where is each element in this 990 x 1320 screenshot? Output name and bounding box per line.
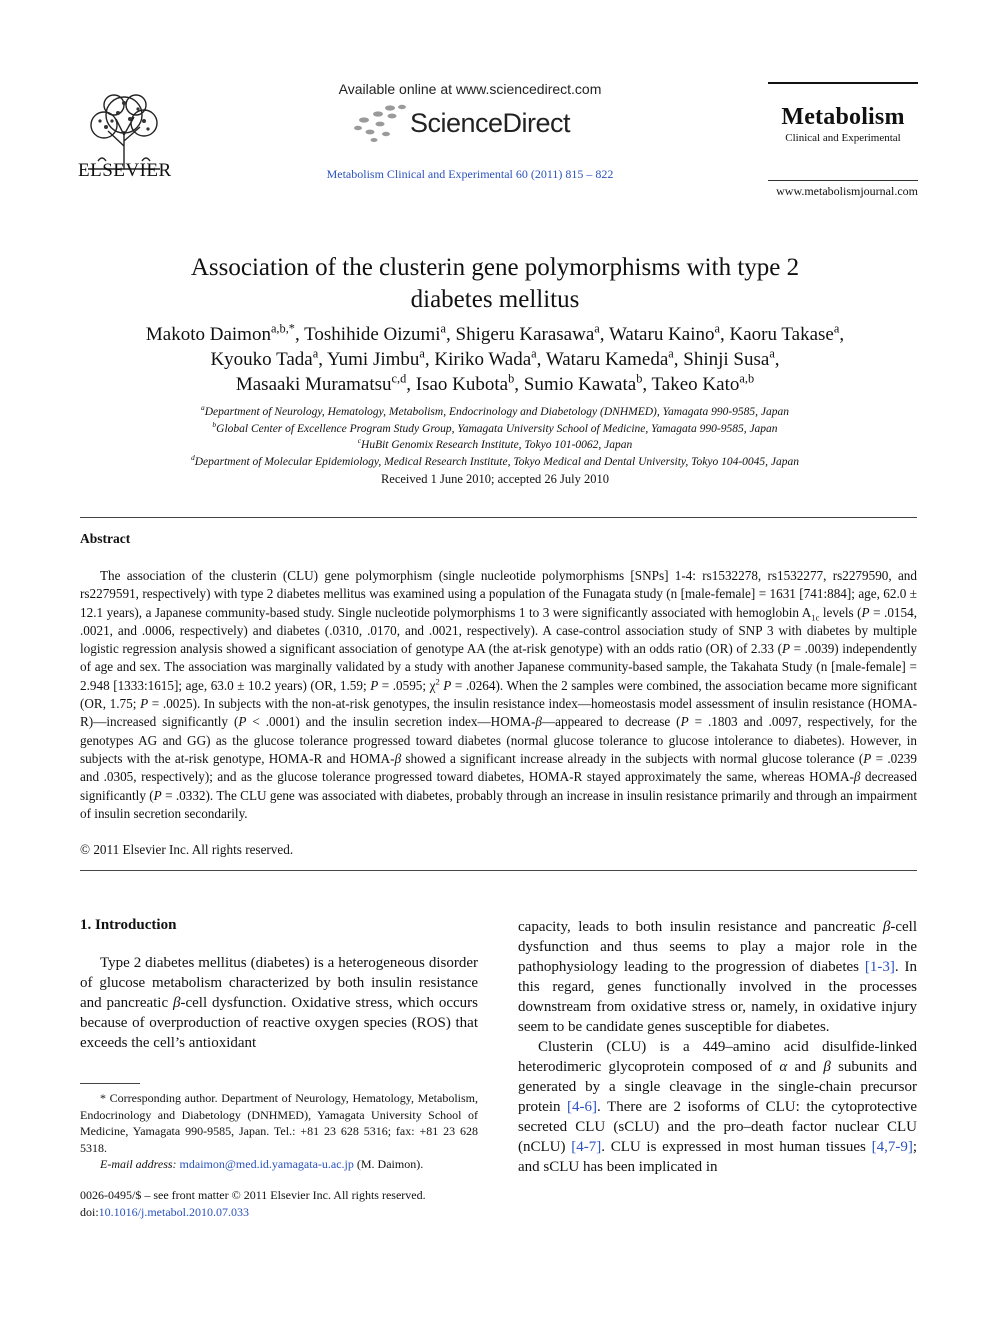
author-name: Isao Kubota [415, 374, 509, 395]
author-name: Kyouko Tada [210, 349, 313, 370]
introduction-paragraph-1-continued: capacity, leads to both insulin resistance and pancreatic β-cell dysfunction and thus seems to play a major role in the pathophysiology leading to the progression of diabetes [1-3]. In this regard, genes functionally involved in the processes downstream from oxidative stress or, namely, in oxidative injury seem to be candidate genes susceptible for diabetes. [518, 919, 917, 1035]
author-affiliation-marker: a [714, 321, 720, 336]
author-affiliation-marker: a,b [739, 371, 755, 386]
author-name: Makoto Daimon [145, 324, 271, 345]
email-link[interactable]: mdaimon@med.id.yamagata-u.ac.jp [179, 1157, 354, 1171]
author-affiliation-marker: a [440, 321, 447, 336]
reference-link-4-7[interactable]: [4-7] [571, 1139, 602, 1155]
received-dates: Received 1 June 2010; accepted 26 July 2010 [380, 472, 610, 486]
author-name: Wataru Kameda [545, 349, 669, 370]
journal-url[interactable]: www.metabolismjournal.com [776, 184, 918, 198]
author-name: Yumi Jimbu [327, 349, 420, 370]
author-list: Makoto Daimon$^{a,b,*}$, Toshihide Oizumi$^a$, Shigeru Karasawa$^a$, Wataru Kaino$^a$, Kaoru Takase$^a$, Kyouko Tada$^a$, Yumi Jimbu$^a$, Kiriko Wada$^a$, Wataru Kameda$^a$, Shinji Susa$^a$, Masaaki Muramatsu$^{c,d}$, Isao Kubota$^b$, Sumio Kawata$^b$, Takeo Kato$^{a,b}$ [145, 321, 845, 395]
issn-line: 0026-0495/$ – see front matter © 2011 Elsevier Inc. All rights reserved. [80, 1188, 426, 1202]
journal-brand-rule-top [768, 82, 918, 84]
journal-name: Metabolism [781, 104, 905, 130]
journal-subtitle: Clinical and Experimental [785, 132, 901, 144]
author-affiliation-marker: c,d [391, 371, 407, 386]
author-name: Kaoru Takase [729, 324, 834, 345]
available-online-text[interactable]: Available online at www.sciencedirect.com [338, 81, 602, 97]
affiliation-line: $^d$Department of Molecular Epidemiology, Medical Research Institute, Tokyo Medical and Dental University, Tokyo 104-0045, Japan [190, 452, 799, 468]
author-name: Sumio Kawata [523, 374, 637, 395]
doi-link[interactable]: 10.1016/j.metabol.2010.07.033 [98, 1204, 249, 1219]
reference-link-1-3[interactable]: [1-3] [864, 959, 895, 975]
introduction-heading: 1. Introduction [80, 917, 177, 933]
reference-link-4-6[interactable]: [4-6] [567, 1099, 598, 1115]
author-name: Toshihide Oizumi [304, 324, 441, 345]
author-affiliation-marker: a [594, 321, 600, 336]
platform-name: ScienceDirect [410, 108, 571, 138]
author-affiliation-marker: a [833, 321, 840, 336]
author-name: Takeo Kato [651, 374, 740, 395]
affiliation-list [60, 404, 930, 470]
sciencedirect-dots-icon [350, 104, 408, 144]
author-name: Shigeru Karasawa [455, 324, 595, 345]
abstract-copyright: © 2011 Elsevier Inc. All rights reserved. [80, 842, 294, 857]
publisher-name: ELSEVIER [78, 160, 172, 181]
author-affiliation-marker: a,b,* [270, 321, 295, 336]
journal-citation[interactable]: Metabolism Clinical and Experimental 60 (2011) 815 – 822 [326, 167, 614, 181]
author-affiliation-marker: a [312, 346, 319, 361]
reference-link-4-7-9[interactable]: [4,7-9] [871, 1139, 913, 1155]
abstract-bottom-rule [80, 870, 917, 871]
article-title-line-1: Association of the clusterin gene polymorphisms with type 2 [190, 254, 800, 281]
author-affiliation-marker: a [531, 346, 537, 361]
author-name: Kiriko Wada [434, 349, 532, 370]
author-affiliation-marker: b [508, 371, 515, 386]
article-title [100, 252, 890, 316]
abstract-heading: Abstract [80, 531, 131, 546]
author-affiliation-marker: b [636, 371, 643, 386]
right-column [518, 917, 917, 1177]
journal-brand-rule-bottom [768, 180, 918, 181]
introduction-paragraph-1: Type 2 diabetes mellitus (diabetes) is a heterogeneous disorder of glucose metabolism characterized by both insulin resistance and pancreatic β-cell dysfunction. Oxidative stress, which occurs because of overproduction of reactive oxygen species (ROS) that exceeds the cell’s antioxidant [80, 955, 478, 1051]
author-affiliation-marker: a [668, 346, 674, 361]
abstract-top-rule [80, 517, 917, 518]
introduction-paragraph-2: Clusterin (CLU) is a 449–amino acid disulfide-linked heterodimeric glycoprotein composed of α and β subunits and generated by a single cleavage in the single-chain precursor protein [4-6]. There are 2 isoforms of CLU: the cytoprotective secreted CLU (sCLU) and the pro–death factor nuclear CLU (nCLU) [4-7]. CLU is expressed in most human tissues [4,7-9]; and sCLU has been implicated in [518, 1039, 917, 1175]
affiliation-line: $^b$Global Center of Excellence Program Study Group, Yamagata University School of Medicine, Yamagata 990-9585, Japan [212, 419, 778, 435]
front-matter: 0026-0495/$ – see front matter © 2011 Elsevier Inc. All rights reserved. doi:10.1016/j.metabol.2010.07.033 [80, 1187, 478, 1220]
author-affiliation-marker: a [769, 346, 775, 361]
abstract-text: The association of the clusterin (CLU) gene polymorphism (single nucleotide polymorphisms [SNPs] 1-4: rs1532278, rs1532277, rs2279590, and rs2279591, respectively) with type 2 diabetes mellitus was examined using a population of the Funagata study (n [male-female] = 1631 [741:884]; age, 62.0 ± 12.1 years), a Japanese community-based study. Single nucleotide polymorphisms 1 to 3 were significantly associated with hemoglobin $A_{1c}$ levels (P = .0154, .0021, and .0006, respectively) and diabetes (.0310, .0170, and .0021, respectively). A case-control association study of SNP 3 with diabetes by multiple logistic regression analysis showed a significant association of genotype AA (the at-risk genotype) with an odds ratio (OR) of 2.33 (P = .0039) independently of age and sex. The association was marginally validated by a study with another Japanese community-based sample, the Takahata Study (n [male-female] = 2.948 [1333:1615]; age, 63.0 ± 10.2 years) (OR, 1.59; P = .0595; $\chi^2$ P = .0264). When the 2 samples were combined, the association became more significant (OR, 1.75; P = .0025). In subjects with the non-at-risk genotypes, the insulin resistance index—homeostasis model assessment of insulin resistance (HOMA-R)—increased significantly (P < .0001) and the insulin secretion index—HOMA-β—appeared to decrease (P = .1803 and .0097, respectively, for the genotypes AG and GG) as the glucose tolerance progressed toward diabetes (normal glucose tolerance to glucose intolerance to diabetes). However, in subjects with the at-risk genotype, HOMA-R and HOMA-β showed a significant increase already in the subjects with normal glucose tolerance (P = .0239 and .0305, respectively); and as the glucose tolerance progressed toward diabetes, HOMA-R stayed approximately the same, whereas HOMA-β decreased significantly (P = .0332). The CLU gene was associated with diabetes, probably through an increase in insulin resistance primarily and through an impairment of insulin secretion secondarily. [80, 568, 918, 821]
author-affiliation-marker: a [419, 346, 425, 361]
left-column [80, 917, 478, 1053]
sciencedirect-logo [350, 104, 600, 144]
author-name: Masaaki Muramatsu [235, 374, 392, 395]
footnote-rule [80, 1083, 140, 1084]
affiliation-line: $^c$HuBit Genomix Research Institute, Tokyo 101-0062, Japan [357, 436, 633, 451]
corresponding-author-footnote: * Corresponding author. Department of Neurology, Hematology, Metabolism, Endocrinology and Diabetology (DNHMED), Yamagata University School of Medicine, Yamagata 990-9585, Japan. Tel.: +81 23 628 5316; fax: +81 23 628 5318. E-mail address: mdaimon@med.id.yamagata-u.ac.jp (M. Daimon). [80, 1091, 478, 1171]
article-title-line-2: diabetes mellitus [410, 286, 580, 313]
author-name: Shinji Susa [683, 349, 770, 370]
affiliation-line: $^a$Department of Neurology, Hematology, Metabolism, Endocrinology and Diabetology (DNHMED), Yamagata 990-9585, Japan [200, 403, 790, 418]
author-name: Wataru Kaino [608, 324, 715, 345]
